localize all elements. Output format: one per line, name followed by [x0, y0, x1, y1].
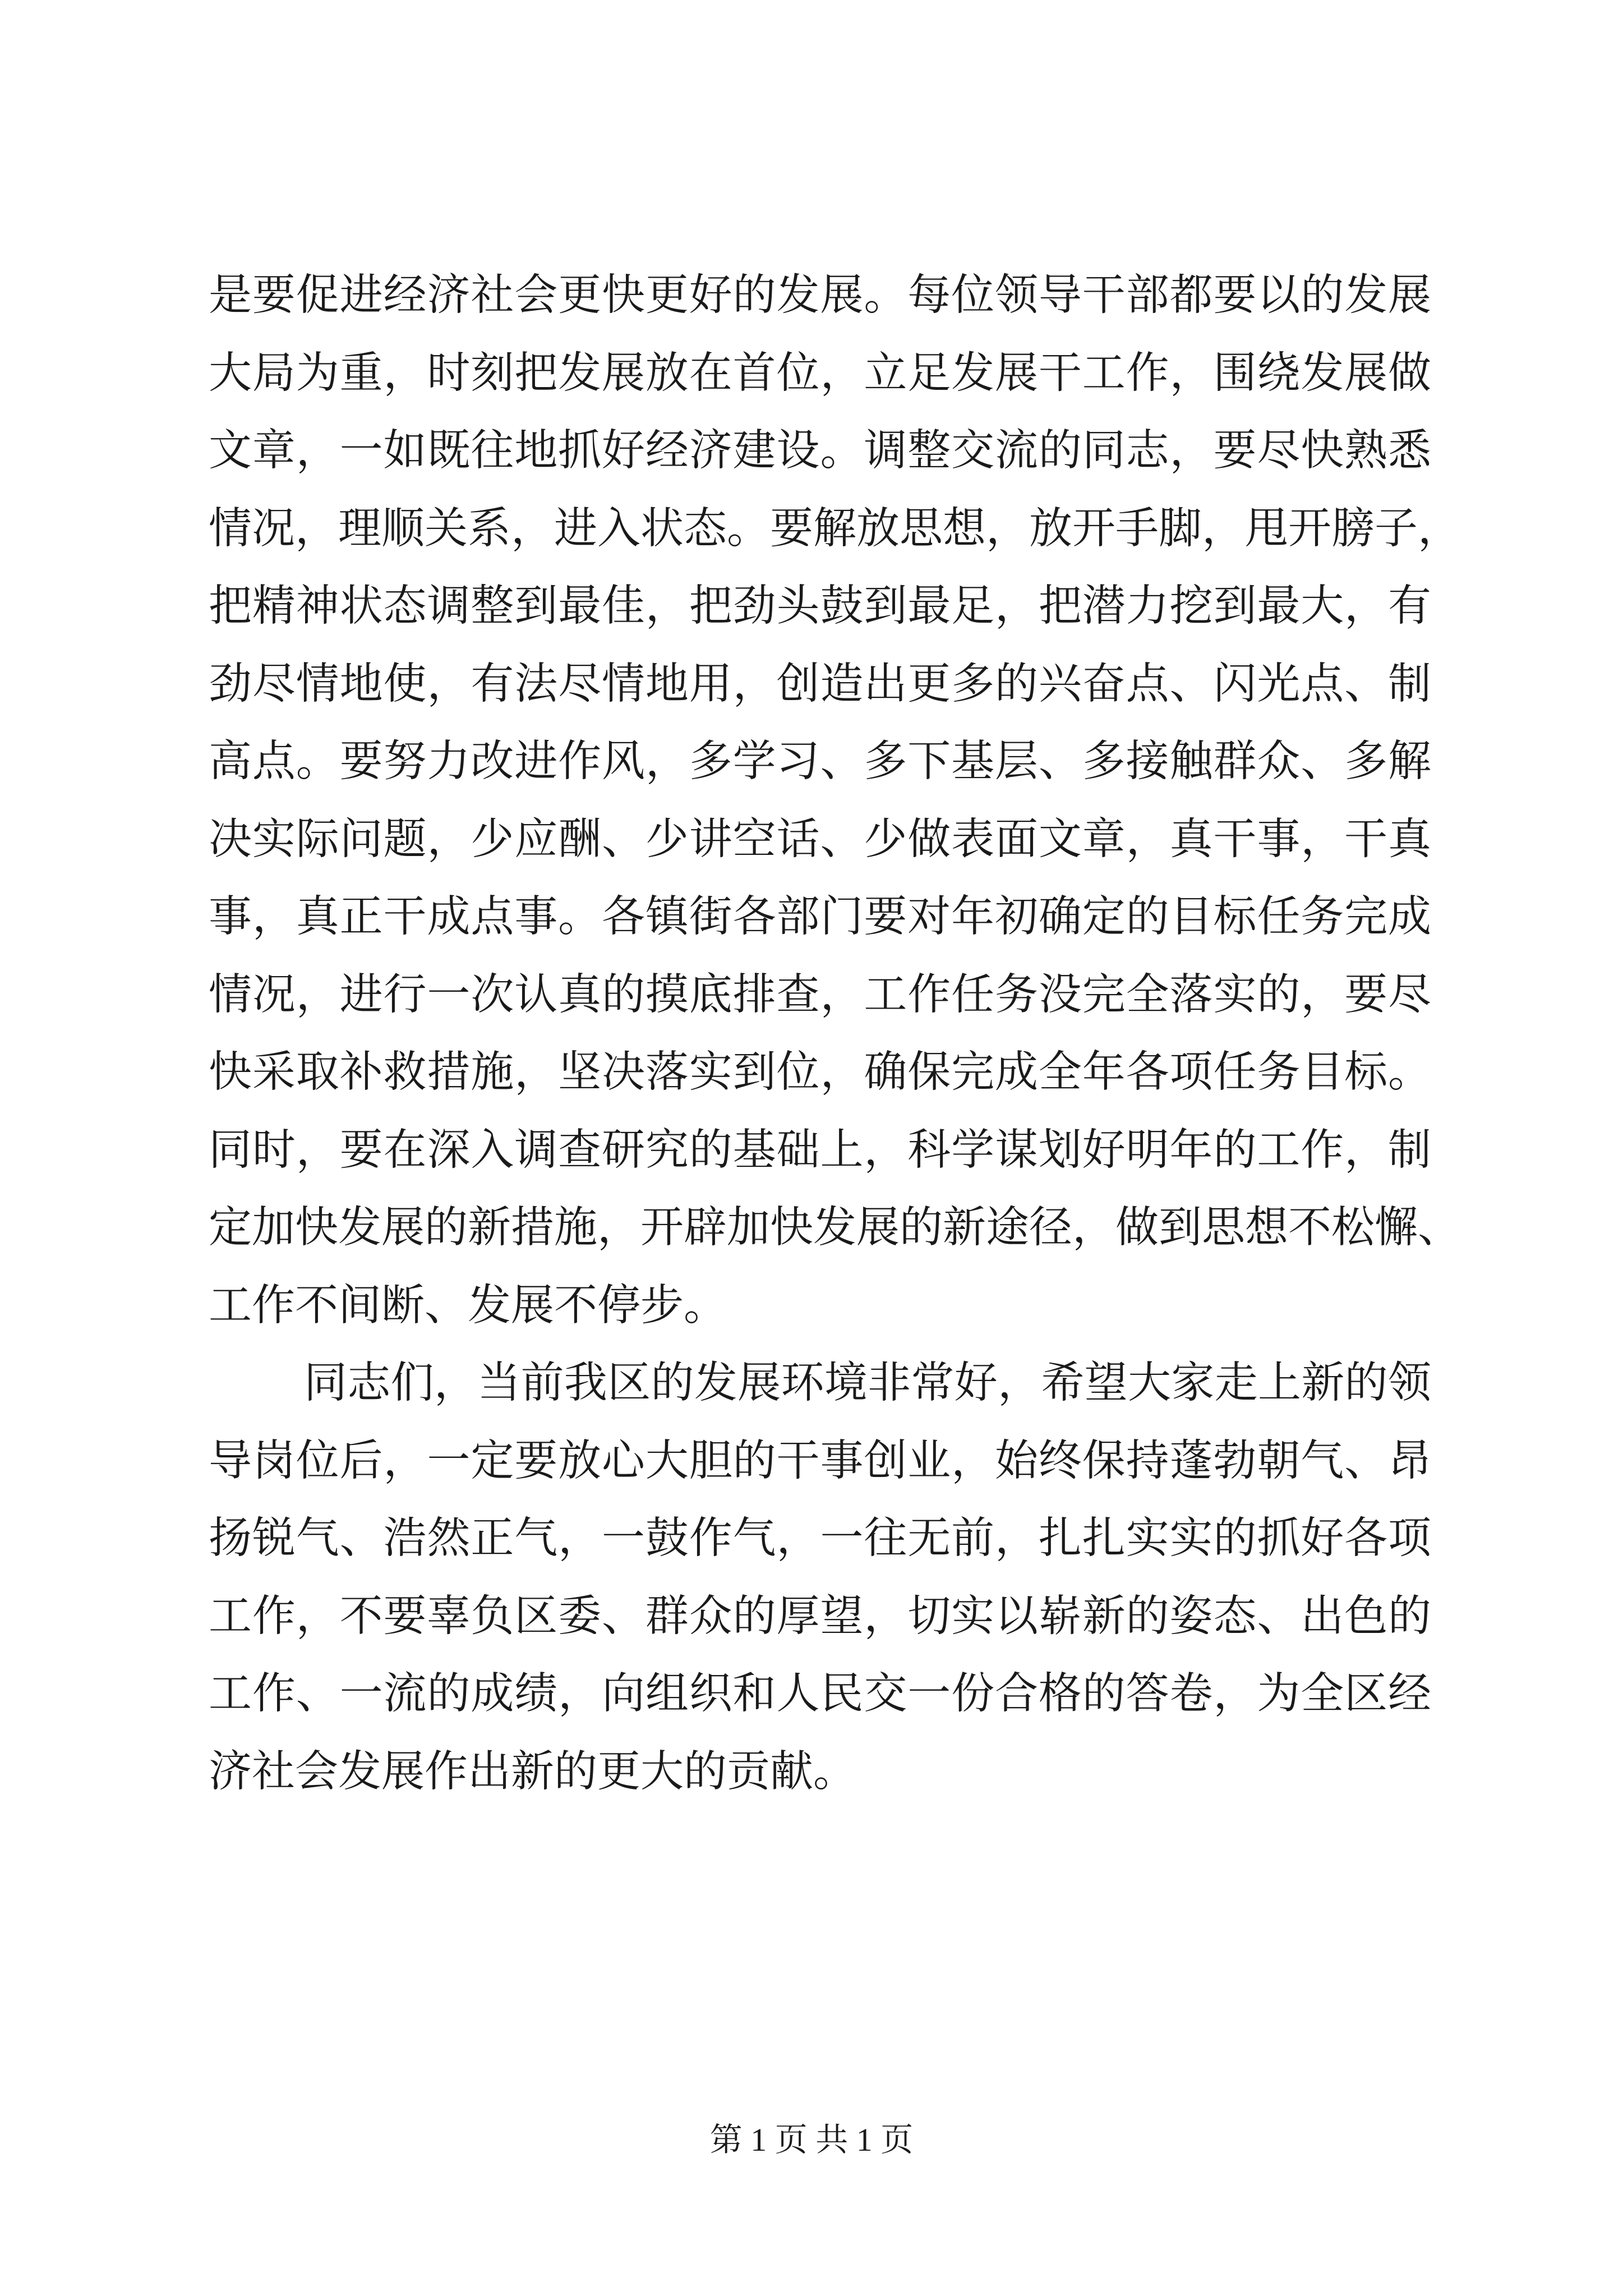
- text-line: 情况，理顺关系，进入状态。要解放思想，放开手脚，甩开膀子，: [209, 503, 1461, 554]
- page-footer: 第 1 页 共 1 页: [709, 2122, 914, 2158]
- text-line: 工作，不要辜负区委、群众的厚望，切实以崭新的姿态、出色的: [209, 1591, 1431, 1641]
- text-line: 工作、一流的成绩，向组织和人民交一份合格的答卷，为全区经: [209, 1669, 1431, 1719]
- text-line: 工作不间断、发展不停步。: [209, 1280, 727, 1331]
- text-line: 情况，进行一次认真的摸底排查，工作任务没完全落实的，要尽: [209, 969, 1431, 1020]
- text-line: 扬锐气、浩然正气，一鼓作气，一往无前，扎扎实实的抓好各项: [209, 1513, 1431, 1563]
- text-line: 快采取补救措施，坚决落实到位，确保完成全年各项任务目标。: [209, 1047, 1431, 1097]
- text-line: 文章，一如既往地抓好经济建设。调整交流的同志，要尽快熟悉: [209, 426, 1431, 476]
- paragraph-1: [209, 257, 1461, 1345]
- text-line: 把精神状态调整到最佳，把劲头鼓到最足，把潜力挖到最大，有: [209, 581, 1431, 631]
- text-line: 大局为重，时刻把发展放在首位，立足发展干工作，围绕发展做: [209, 348, 1431, 398]
- body-text: [209, 257, 1461, 1811]
- text-line: 同志们，当前我区的发展环境非常好，希望大家走上新的领: [304, 1358, 1431, 1408]
- text-line: 定加快发展的新措施，开辟加快发展的新途径，做到思想不松懈、: [209, 1203, 1461, 1253]
- text-line: 劲尽情地使，有法尽情地用，创造出更多的兴奋点、闪光点、制: [209, 659, 1431, 709]
- text-line: 事，真正干成点事。各镇街各部门要对年初确定的目标任务完成: [209, 892, 1431, 942]
- text-line: 是要促进经济社会更快更好的发展。每位领导干部都要以的发展: [209, 270, 1431, 320]
- text-line: 决实际问题，少应酬、少讲空话、少做表面文章，真干事，干真: [209, 814, 1431, 864]
- paragraph-2: [209, 1345, 1431, 1811]
- text-line: 高点。要努力改进作风，多学习、多下基层、多接触群众、多解: [209, 737, 1431, 786]
- text-line: 济社会发展作出新的更大的贡献。: [209, 1746, 856, 1797]
- text-line: 同时，要在深入调查研究的基础上，科学谋划好明年的工作，制: [209, 1125, 1431, 1175]
- text-line: 导岗位后，一定要放心大胆的干事创业，始终保持蓬勃朝气、昂: [209, 1435, 1431, 1486]
